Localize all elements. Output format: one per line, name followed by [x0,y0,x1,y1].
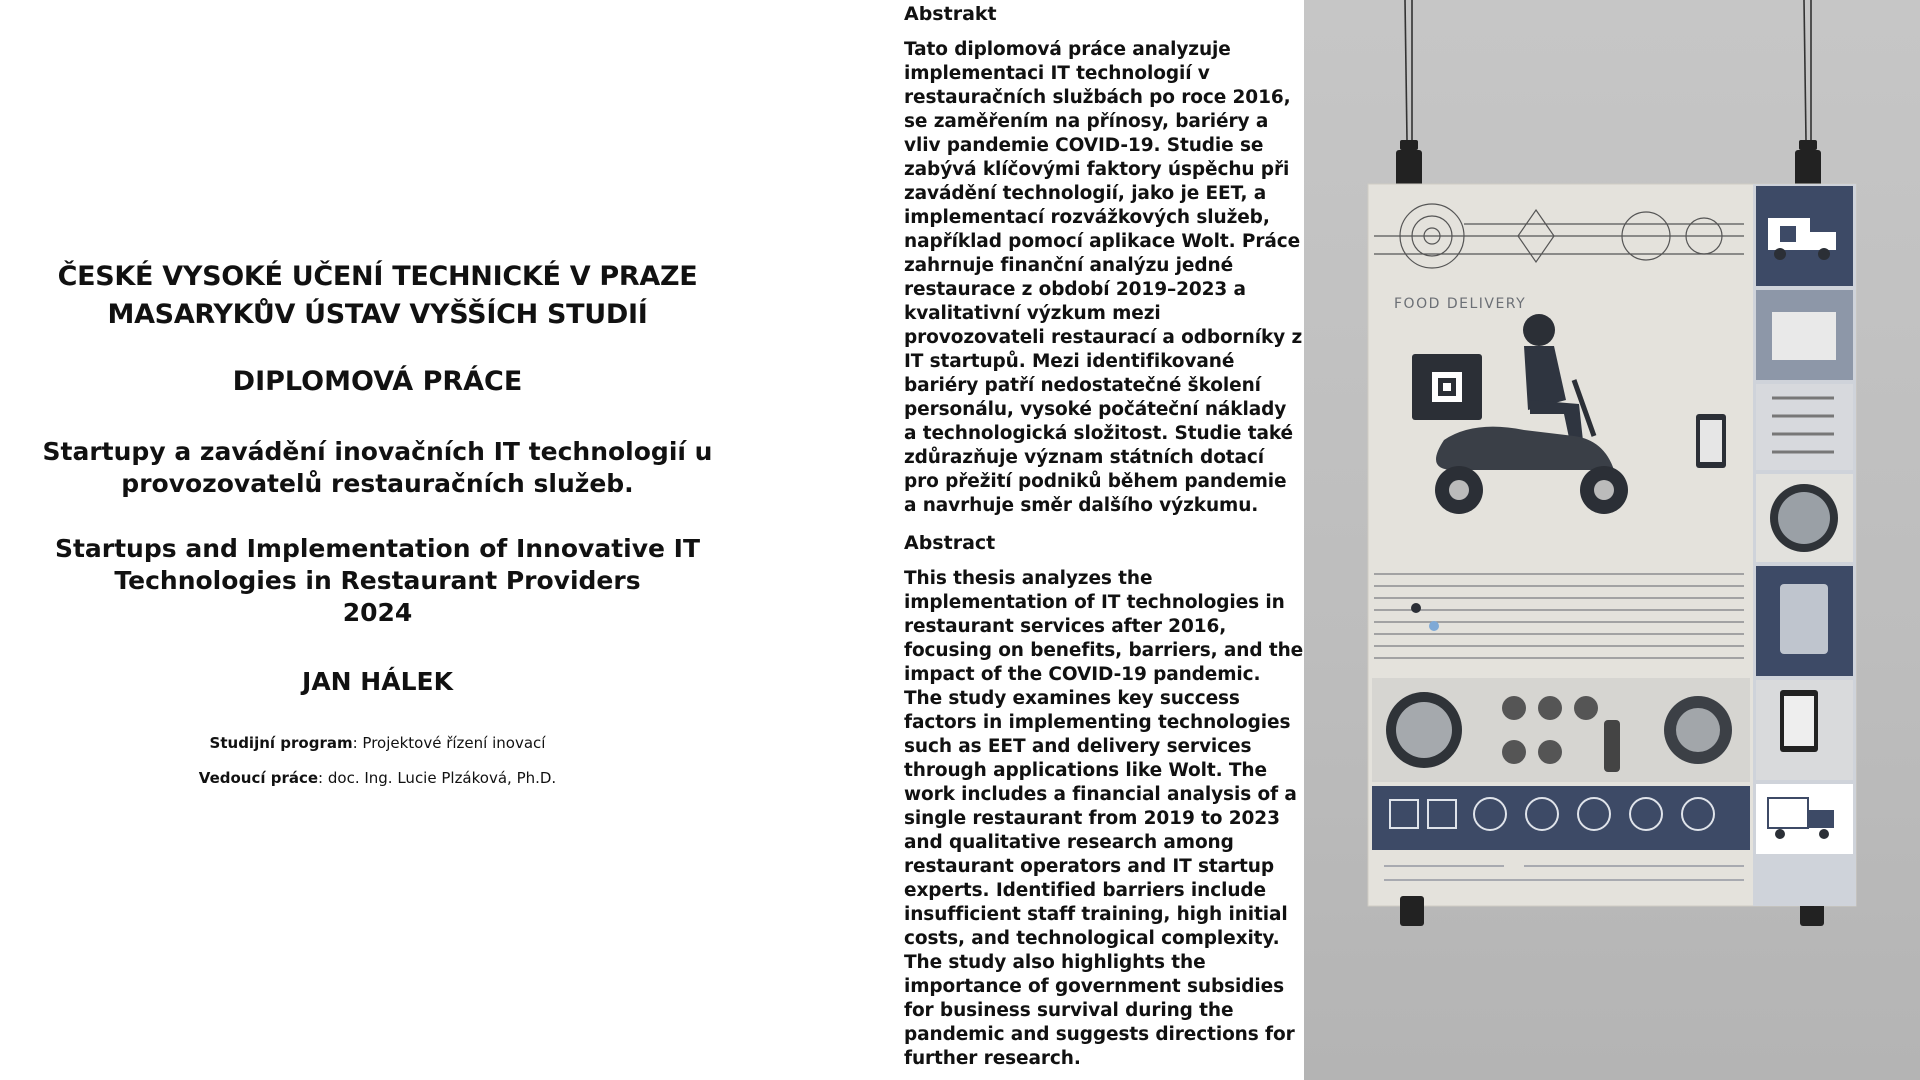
abstract-cz-text: Tato diplomová práce analyzuje implementaci IT technologií v restauračních službách po roce 2016, se zaměřením na přínosy, bariéry a vliv pandemie COVID-19. Studie se zabývá klíčovými faktory úspěchu při zavádění technologií, jako je EET, a implementací rozvážkových služeb, například pomocí aplikace Wolt. Práce zahrnuje finanční analýzu jedné restaurace z období 2019–2023 a kvalitativní výzkum mezi provozovateli restaurací a odborníky z IT startupů. Mezi identifikované bariéry patří nedostatečné školení personálu, vysoké počáteční náklady a technologická složitost. Studie také zdůrazňuje význam státních dotací pro přežití podniků během pandemie a navrhuje směr dalšího výzkumu. [904,39,1303,516]
title-en-line-1: Startups and Implementation of Innovative IT [54,534,701,563]
food-plate-icon [1372,678,1750,782]
supervisor-label: Vedoucí práce [198,769,319,787]
abstract-cz-heading: Abstrakt [904,3,997,25]
thesis-supervisor [0,768,755,788]
study-program [0,733,755,753]
tablet-icon [1696,414,1726,468]
poster-sidebar [1753,184,1856,906]
thesis-author: JAN HÁLEK [302,667,453,696]
poster-bottom-banner [1372,786,1750,880]
thesis-title-czech [0,436,755,500]
thesis-title-page [0,0,755,1080]
abstract-en-heading: Abstract [904,532,996,554]
university-line-2: MASARYKŮV ÚSTAV VYŠŠÍCH STUDIÍ [107,299,648,330]
study-program-value: : Projektové řízení inovací [352,734,546,752]
poster-illustration [1304,0,1920,1080]
title-cz-line-1: Startupy a zavádění inovačních IT technologií u [42,437,713,466]
top-clips [1396,140,1821,190]
title-cz-line-2: provozovatelů restauračních služeb. [121,469,634,498]
hanging-wires [1405,0,1811,140]
thesis-type: DIPLOMOVÁ PRÁCE [232,366,523,397]
abstract-column [904,2,1304,1071]
supervisor-value: : doc. Ing. Lucie Plzáková, Ph.D. [318,769,557,787]
thesis-title-english [0,533,755,629]
title-en-line-2: Technologies in Restaurant Providers [114,566,641,595]
abstract-en-text: This thesis analyzes the implementation of IT technologies in restaurant services after 2016, focusing on benefits, barriers, and the impact of the COVID-19 pandemic. The study examines key success factors in implementing technologies such as EET and delivery services through applications like Wolt. The work includes a financial analysis of a single restaurant from 2019 to 2023 and qualitative research among restaurant operators and IT startup experts. Identified barriers include insufficient staff training, high initial costs, and technological complexity. The study also highlights the importance of government subsidies for business survival during the pandemic and suggests directions for further research. [904,568,1304,1069]
poster-artwork [1304,0,1920,1080]
university-name [0,258,755,334]
university-line-1: ČESKÉ VYSOKÉ UČENÍ TECHNICKÉ V PRAZE [57,261,698,292]
study-program-label: Studijní program [209,734,353,752]
poster-label: FOOD DELIVERY [1394,296,1527,312]
thesis-year: 2024 [342,598,413,627]
